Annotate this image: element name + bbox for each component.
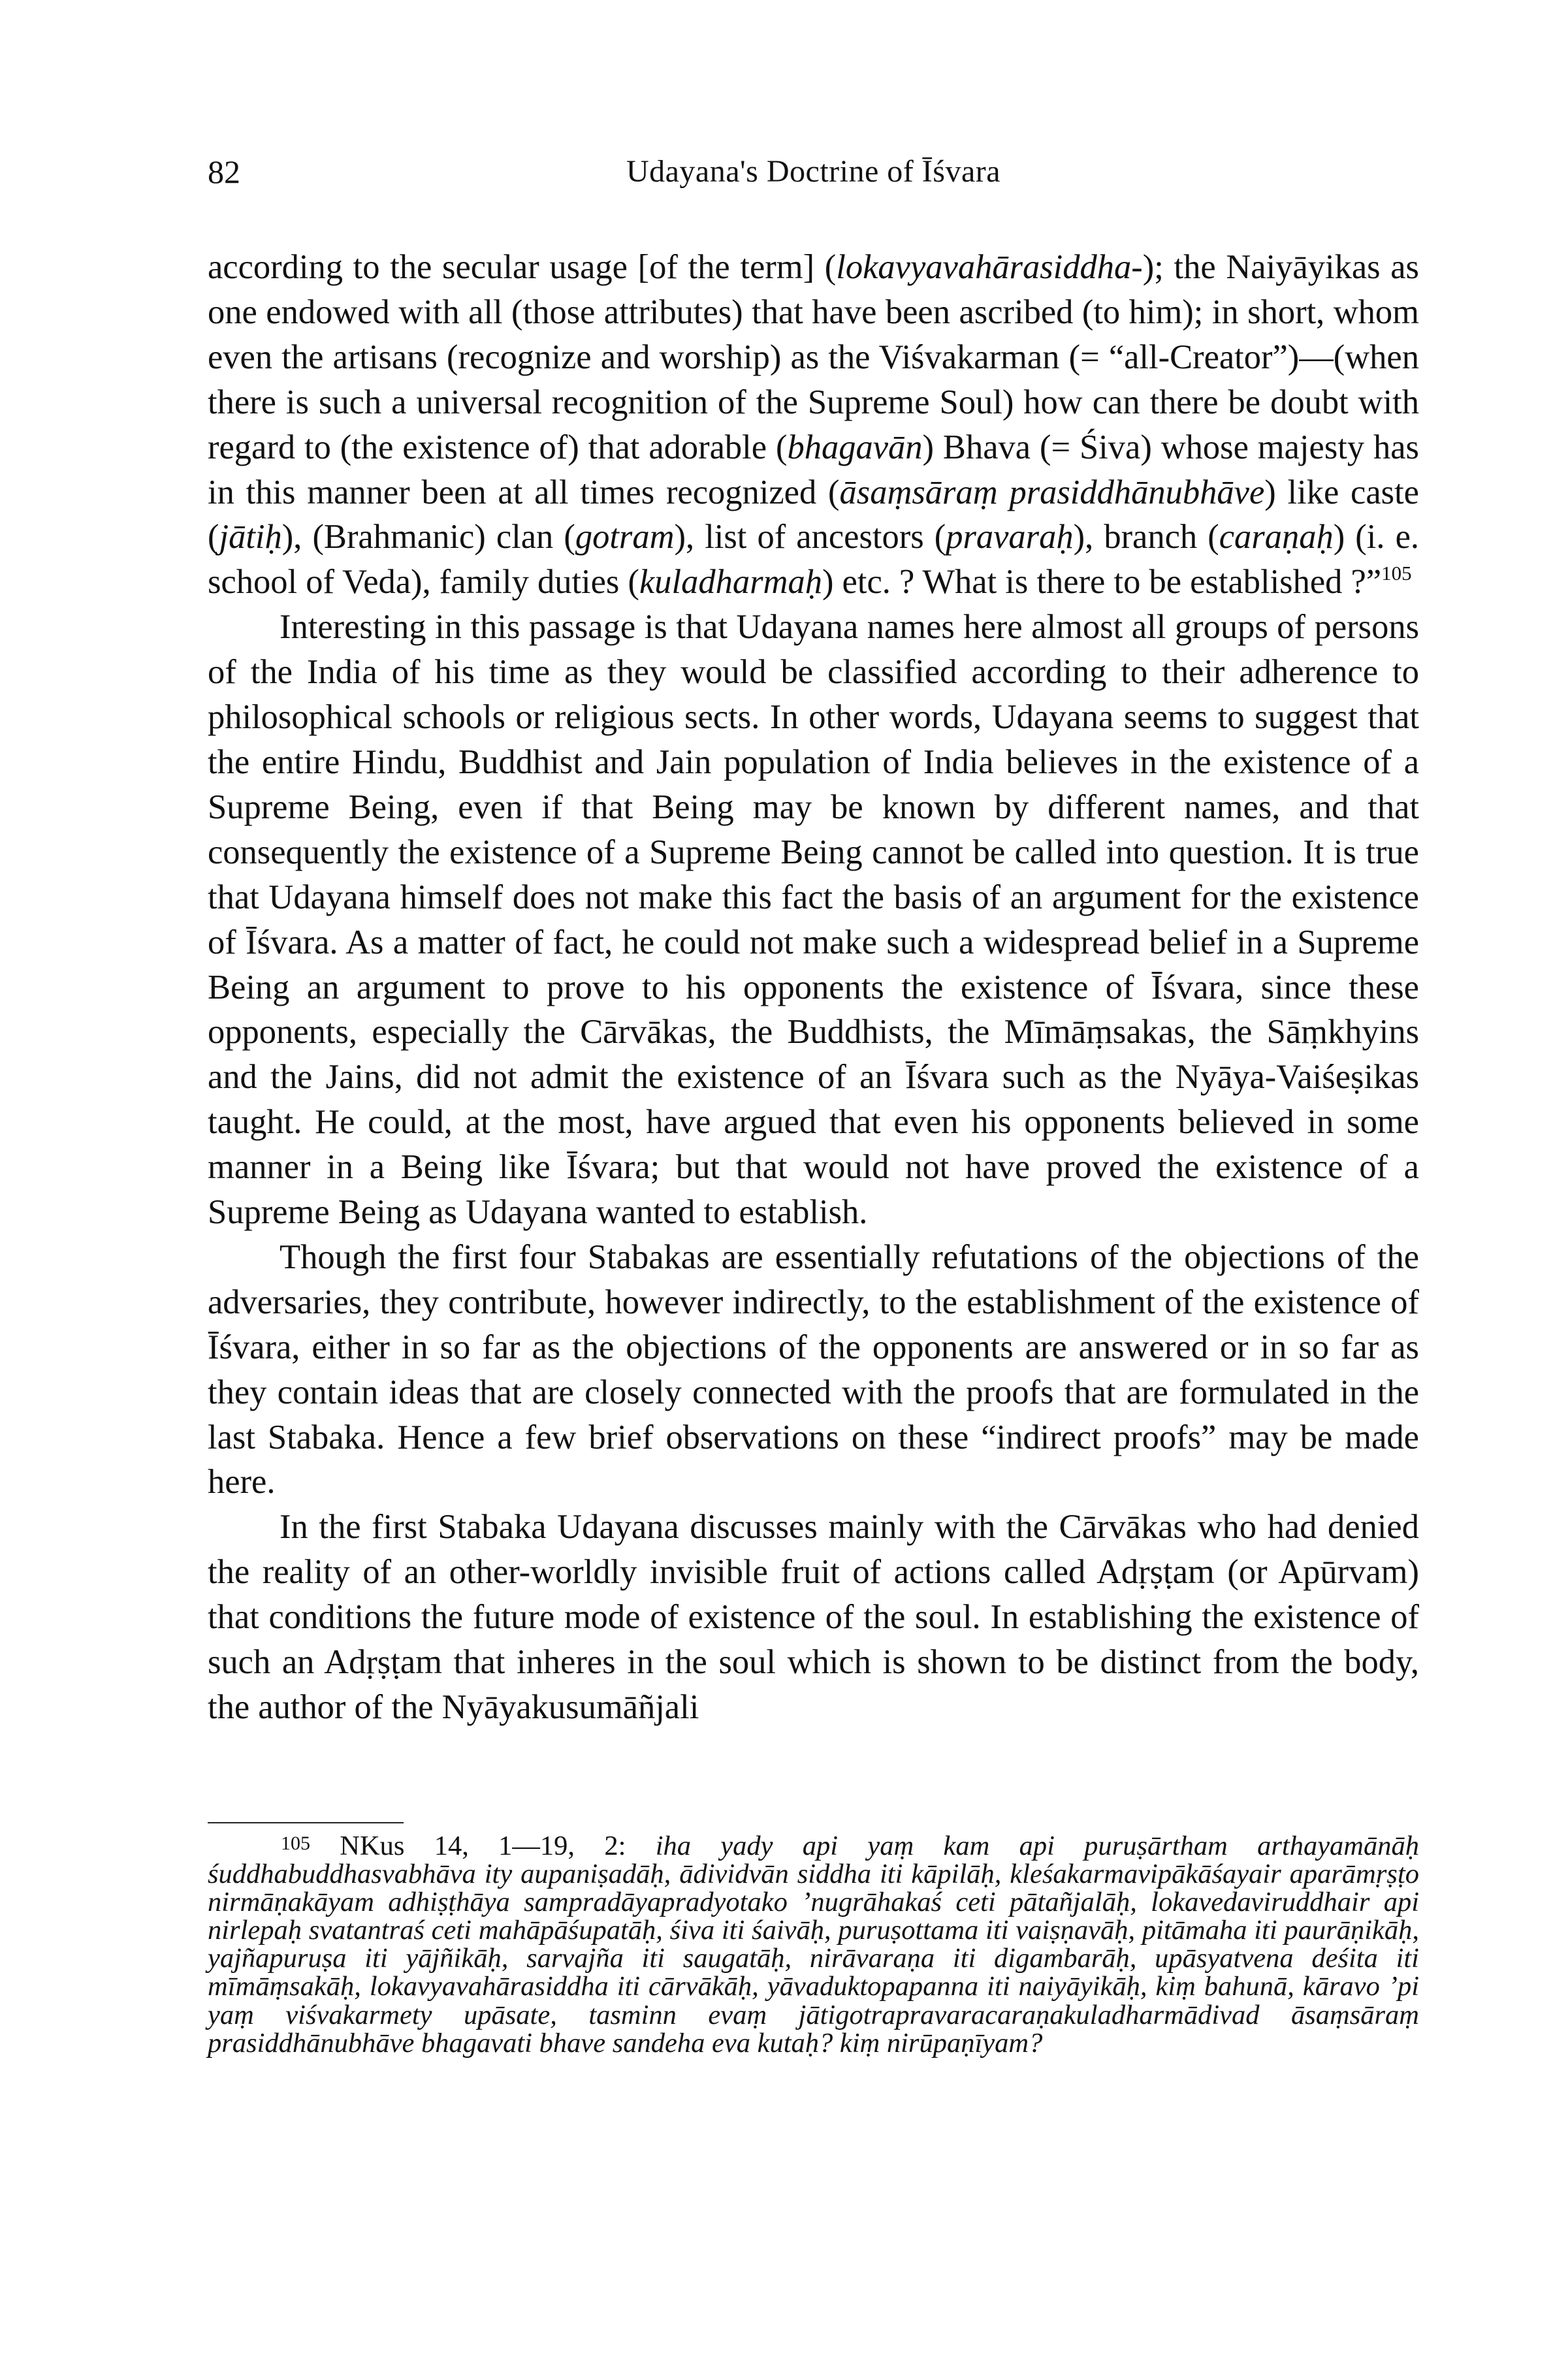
text-run: ), branch ( xyxy=(1073,518,1219,556)
text-run: ) etc. ? What is there to be established ?” xyxy=(822,563,1382,601)
footnote xyxy=(208,1832,1419,2057)
page-number: 82 xyxy=(208,153,240,190)
footnote-reference-text: NKus 14, 1—19, 2: xyxy=(340,1831,656,1861)
paragraph: Though the first four Stabakas are essentially refutations of the objections of the adversaries, they contribute, however indirectly, to the establishment of the existence of Īśvara, either in so far as the objections of the opponents are answered or in so far as they contain ideas that are closely connected with the proofs that are formulated in the last Stabaka. Hence a few brief observations on these “indirect proofs” may be made here. xyxy=(208,1238,1419,1501)
footnote-separator-rule xyxy=(208,1822,404,1823)
text-run: ) (i. e. school of Veda), family duties ( xyxy=(208,518,1419,601)
text-run: according to the secular usage [of the term] ( xyxy=(208,248,837,286)
text-run: ), list of ancestors ( xyxy=(674,518,946,556)
footnote-sanskrit-text: iha yady api yaṃ kam api puruṣārtham arthayamānāḥ śuddhabuddhasvabhāva ity aupaniṣadāḥ, ādividvān siddha iti kāpilāḥ, kleśakarmavipākāśayair aparāmṛṣṭo nirmāṇakāyam adhiṣṭhāya sampradāyapradyotako ’nugrāhakaś ceti pātañjalāḥ, lokavedaviruddhair api nirlepaḥ svatantraś ceti mahāpāśupatāḥ, śiva iti śaivāḥ, puruṣottama iti vaiṣṇavāḥ, pitāmaha iti paurāṇikāḥ, yajñapuruṣa iti yājñikāḥ, sarvajña iti saugatāḥ, nirāvaraṇa iti digambarāḥ, upāsyatvena deśita iti mīmāṃsakāḥ, lokavyavahārasiddha iti cārvākāḥ, yāvaduktopapanna iti naiyāyikāḥ, kiṃ bahunā, kāravo ’pi yaṃ viśvakarmety upāsate, tasminn evaṃ jātigotrapravaracaraṇakuladharmādivad āsaṃsāraṃ prasiddhānubhāve bhagavati bhave sandeha eva kutaḥ? kiṃ nirūpaṇīyam? xyxy=(208,1831,1419,2059)
sanskrit-term: bhagavān xyxy=(787,428,923,466)
running-title: Udayana's Doctrine of Īśvara xyxy=(626,154,1001,189)
text-run: ) Bhava (= Śiva) whose majesty has in this manner been at all times recognized ( xyxy=(208,428,1419,511)
footnote-number: 105 xyxy=(281,1833,310,1854)
sanskrit-term: jātiḥ xyxy=(219,518,282,556)
text-run: ); the Naiyāyikas as one endowed with all (those attributes) that have been ascribed (to him); in short, whom even the artisans (recognize and worship) as the Viśvakarman (= “all-Creator”)—(when there is such a universal recognition of the Supreme Soul) how can there be doubt with regard to (the existence of) that adorable ( xyxy=(208,248,1419,466)
text-run: ), (Brahmanic) clan ( xyxy=(281,518,575,556)
sanskrit-term: kuladharmaḥ xyxy=(639,563,822,601)
body-text xyxy=(208,245,1419,1730)
running-header xyxy=(208,149,1419,195)
sanskrit-term: pravaraḥ xyxy=(946,518,1074,556)
sanskrit-term: lokavyavahārasiddha- xyxy=(836,248,1143,286)
footnote-reference: 105 xyxy=(1381,562,1412,585)
paragraph: In the first Stabaka Udayana discusses mainly with the Cārvākas who had denied the reality of an other-worldly invisible fruit of actions called Adṛṣṭam (or Apūrvam) that conditions the future mode of existence of the soul. In establishing the existence of such an Adṛṣṭam that inheres in the soul which is shown to be distinct from the body, the author of the Nyāyakusumāñjali xyxy=(208,1508,1419,1726)
paragraph-continued-quote xyxy=(208,245,1419,605)
paragraph: Interesting in this passage is that Udayana names here almost all groups of persons of the India of his time as they would be classified according to their adherence to philosophical schools or religious sects. In other words, Udayana seems to suggest that the entire Hindu, Buddhist and Jain population of India believes in the existence of a Supreme Being, even if that Being may be known by different names, and that consequently the existence of a Supreme Being cannot be called into question. It is true that Udayana himself does not make this fact the basis of an argument for the existence of Īśvara. As a matter of fact, he could not make such a widespread belief in a Supreme Being an argument to prove to his opponents the existence of Īśvara, since these opponents, especially the Cārvākas, the Buddhists, the Mīmāṃsakas, the Sāṃkhyins and the Jains, did not admit the existence of an Īśvara such as the Nyāya-Vaiśeṣikas taught. He could, at the most, have argued that even his opponents believed in some manner in a Being like Īśvara; but that would not have proved the existence of a Supreme Being as Udayana wanted to establish. xyxy=(208,608,1419,1232)
text-run: ) like caste ( xyxy=(208,473,1419,556)
sanskrit-term: āsaṃsāraṃ prasiddhānubhāve xyxy=(839,473,1265,511)
sanskrit-term: gotram xyxy=(575,518,675,556)
sanskrit-term: caraṇaḥ xyxy=(1219,518,1334,556)
